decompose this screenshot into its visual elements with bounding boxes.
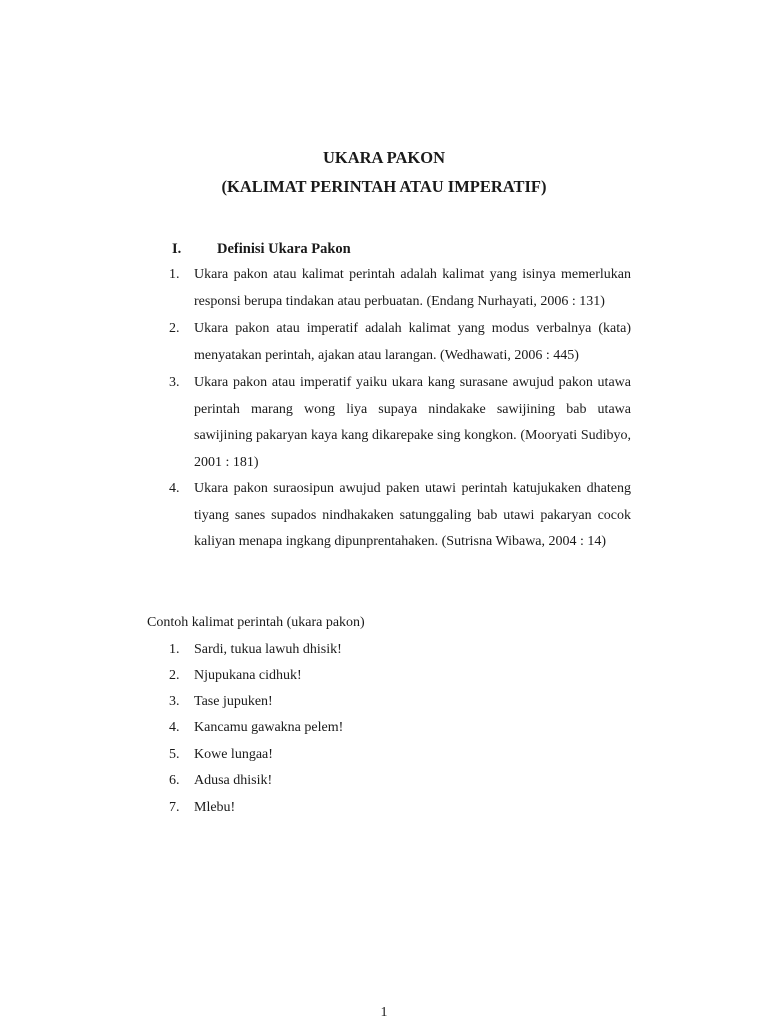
section-title: Definisi Ukara Pakon	[217, 241, 351, 257]
definition-text: Ukara pakon atau imperatif adalah kalimat yang modus verbalnya (kata) menyatakan perintah, ajakan atau larangan. (Wedhawati, 2006 : 445)	[194, 321, 631, 363]
section-number: I.	[172, 241, 182, 257]
page-number: 1	[380, 1005, 388, 1020]
example-text: Adusa dhisik!	[194, 773, 273, 788]
example-text: Tase jupuken!	[194, 694, 273, 709]
example-number: 3.	[169, 694, 180, 709]
example-number: 6.	[169, 773, 180, 788]
example-text: Sardi, tukua lawuh dhisik!	[194, 642, 342, 657]
example-number: 7.	[169, 800, 180, 815]
definition-number: 2.	[169, 321, 180, 336]
example-number: 1.	[169, 642, 180, 657]
example-text: Kancamu gawakna pelem!	[194, 720, 344, 735]
definition-text: Ukara pakon suraosipun awujud paken utawi perintah katujukaken dhateng tiyang sanes supados nindhakaken satunggaling bab utawi pakaryan cocok kaliyan menapa ingkang dipunprentahaken. (Sutrisna Wibawa, 2004 : 14)	[194, 481, 631, 550]
definition-number: 3.	[169, 375, 180, 390]
definition-number: 4.	[169, 481, 180, 496]
definition-text: Ukara pakon atau kalimat perintah adalah kalimat yang isinya memerlukan responsi berupa tindakan atau perbuatan. (Endang Nurhayati, 2006 : 131)	[194, 267, 631, 309]
example-number: 4.	[169, 720, 180, 735]
example-number: 5.	[169, 747, 180, 762]
document-title: UKARA PAKON	[322, 148, 446, 167]
definition-number: 1.	[169, 267, 180, 282]
example-text: Njupukana cidhuk!	[194, 668, 302, 683]
example-text: Mlebu!	[194, 800, 236, 815]
definition-text: Ukara pakon atau imperatif yaiku ukara kang surasane awujud pakon utawa perintah marang wong liya supaya nindakake sawijining bab utawa sawijining pakaryan kaya kang dikarepake sing kongkon. (Mooryati Sudibyo, 2001 : 181)	[194, 375, 631, 470]
document-subtitle: (KALIMAT PERINTAH ATAU IMPERATIF)	[221, 177, 547, 196]
example-number: 2.	[169, 668, 180, 683]
example-text: Kowe lungaa!	[194, 747, 273, 762]
examples-intro: Contoh kalimat perintah (ukara pakon)	[147, 615, 365, 630]
